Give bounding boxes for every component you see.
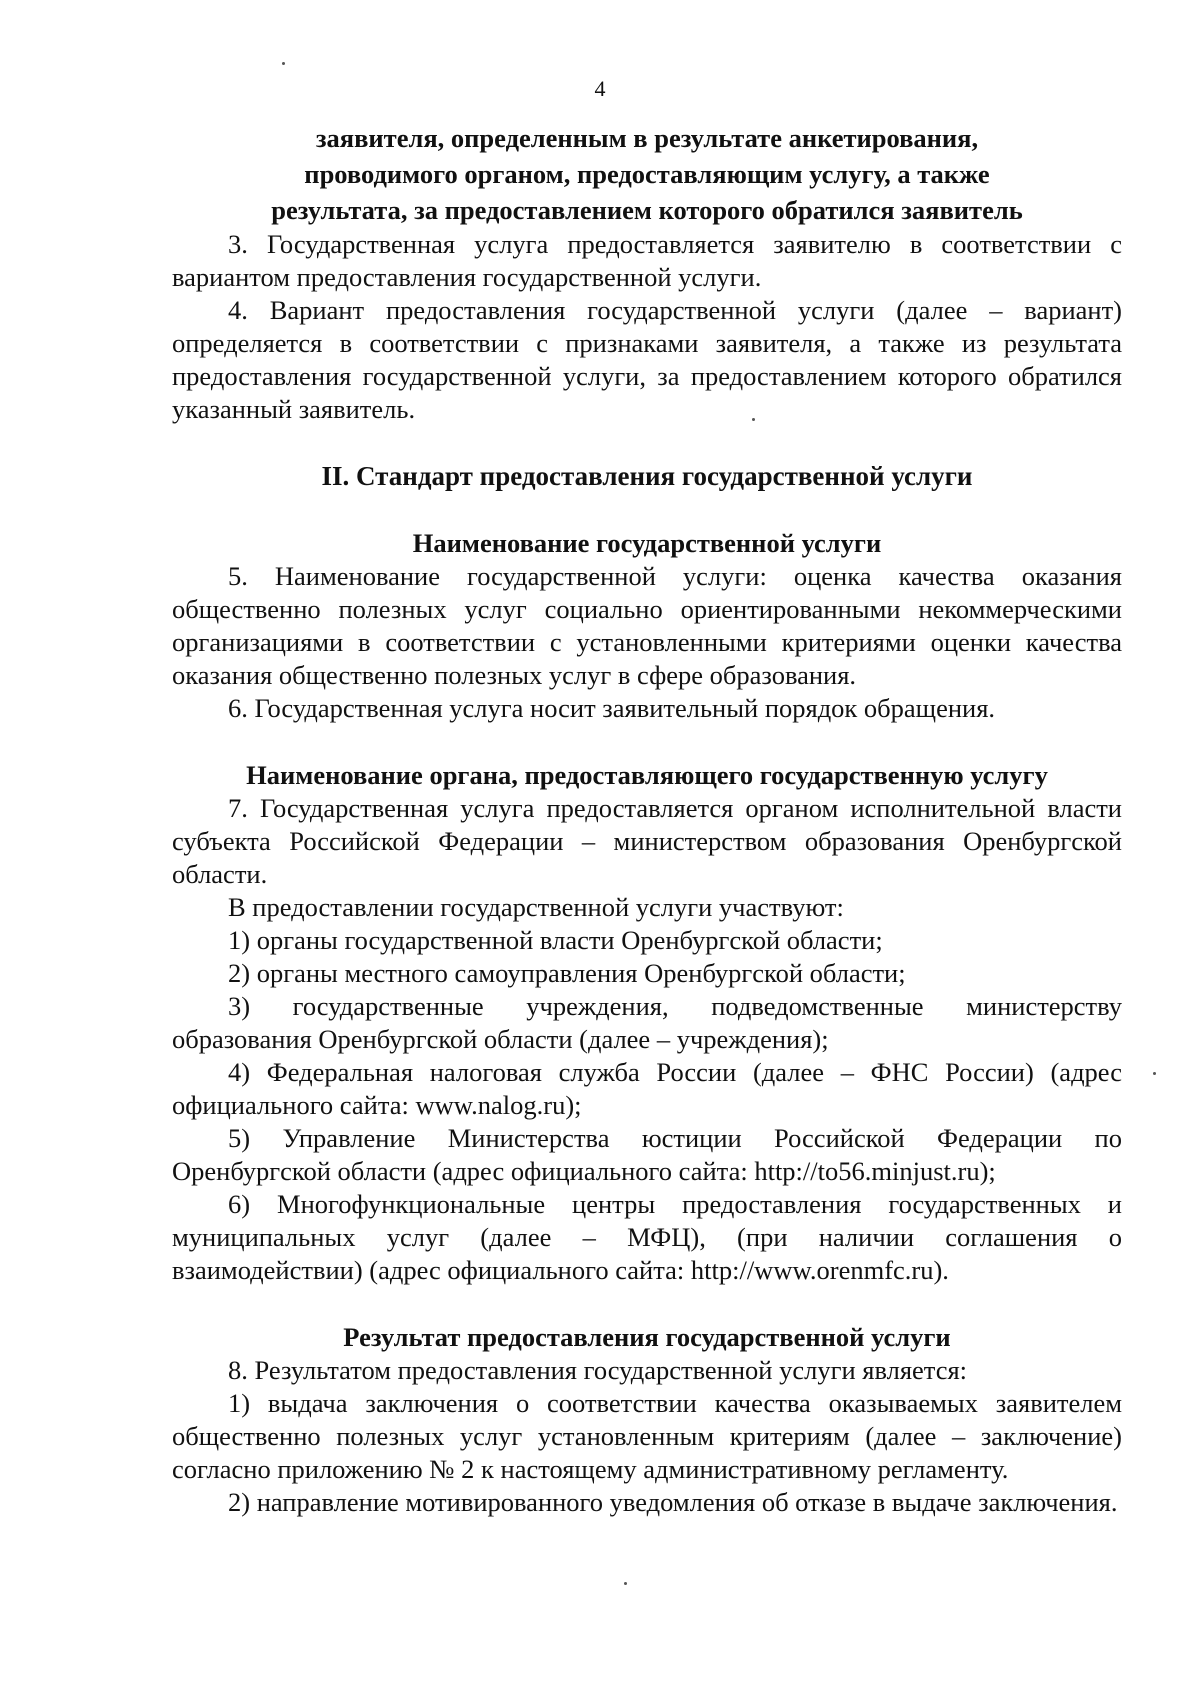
service-name-heading: Наименование государственной услуги bbox=[412, 528, 882, 558]
participant-item: 6) Многофункциональные центры предоставления государственных и муниципальных услуг (далее – МФЦ), (при наличии соглашения о взаимодействии) (адрес официального сайта: http://www.orenmfc.ru). bbox=[172, 1189, 1122, 1285]
page-number: 4 bbox=[594, 76, 606, 101]
section-title: II. Стандарт предоставления государственной услуги bbox=[321, 461, 973, 491]
paragraph-3: 3. Государственная услуга предоставляется заявителю в соответствии с вариантом предоставления государственной услуги. bbox=[172, 229, 1122, 292]
paragraph-6: 6. Государственная услуга носит заявительный порядок обращения. bbox=[228, 693, 996, 723]
paragraph-5: 5. Наименование государственной услуги: оценка качества оказания общественно полезных услуг социально ориентированными некоммерческими организациями в соответствии с установленными критериями оценки качества оказания общественно полезных услуг в сфере образования. bbox=[172, 561, 1122, 690]
paragraph-4: 4. Вариант предоставления государственной услуги (далее – вариант) определяется в соответствии с признаками заявителя, а также из результата предоставления государственной услуги, за предоставлением которого обратился указанный заявитель. bbox=[172, 295, 1122, 424]
scan-speck bbox=[1153, 1072, 1156, 1075]
participant-item: 1) органы государственной власти Оренбургской области; bbox=[228, 925, 883, 955]
paragraph-8: 8. Результатом предоставления государственной услуги является: bbox=[228, 1355, 968, 1385]
participant-item: 2) органы местного самоуправления Оренбургской области; bbox=[228, 958, 906, 988]
scan-speck bbox=[752, 418, 755, 421]
intro-heading bbox=[172, 120, 1122, 228]
result-heading: Результат предоставления государственной услуги bbox=[343, 1322, 951, 1352]
provider-heading: Наименование органа, предоставляющего государственную услугу bbox=[246, 760, 1048, 790]
participant-item: 3) государственные учреждения, подведомственные министерству образования Оренбургской области (далее – учреждения); bbox=[172, 991, 1122, 1054]
intro-heading-line: заявителя, определенным в результате анкетирования, bbox=[315, 123, 979, 153]
participant-item: 4) Федеральная налоговая служба России (далее – ФНС России) (адрес официального сайта: www.nalog.ru); bbox=[172, 1057, 1122, 1120]
result-item: 1) выдача заключения о соответствии качества оказываемых заявителем общественно полезных услуг установленным критериям (далее – заключение) согласно приложению № 2 к настоящему административному регламенту. bbox=[172, 1388, 1122, 1484]
scan-speck bbox=[282, 62, 285, 65]
scan-speck bbox=[624, 1582, 627, 1585]
intro-heading-line: результата, за предоставлением которого обратился заявитель bbox=[271, 195, 1023, 225]
participant-item: 5) Управление Министерства юстиции Российской Федерации по Оренбургской области (адрес официального сайта: http://to56.minjust.ru); bbox=[172, 1123, 1122, 1186]
document-body bbox=[172, 120, 1122, 1519]
result-item: 2) направление мотивированного уведомления об отказе в выдаче заключения. bbox=[228, 1487, 1118, 1517]
intro-heading-line: проводимого органом, предоставляющим услугу, а также bbox=[304, 159, 990, 189]
participants-intro: В предоставлении государственной услуги участвуют: bbox=[228, 892, 844, 922]
paragraph-7: 7. Государственная услуга предоставляется органом исполнительной власти субъекта Российской Федерации – министерством образования Оренбургской области. bbox=[172, 793, 1122, 889]
